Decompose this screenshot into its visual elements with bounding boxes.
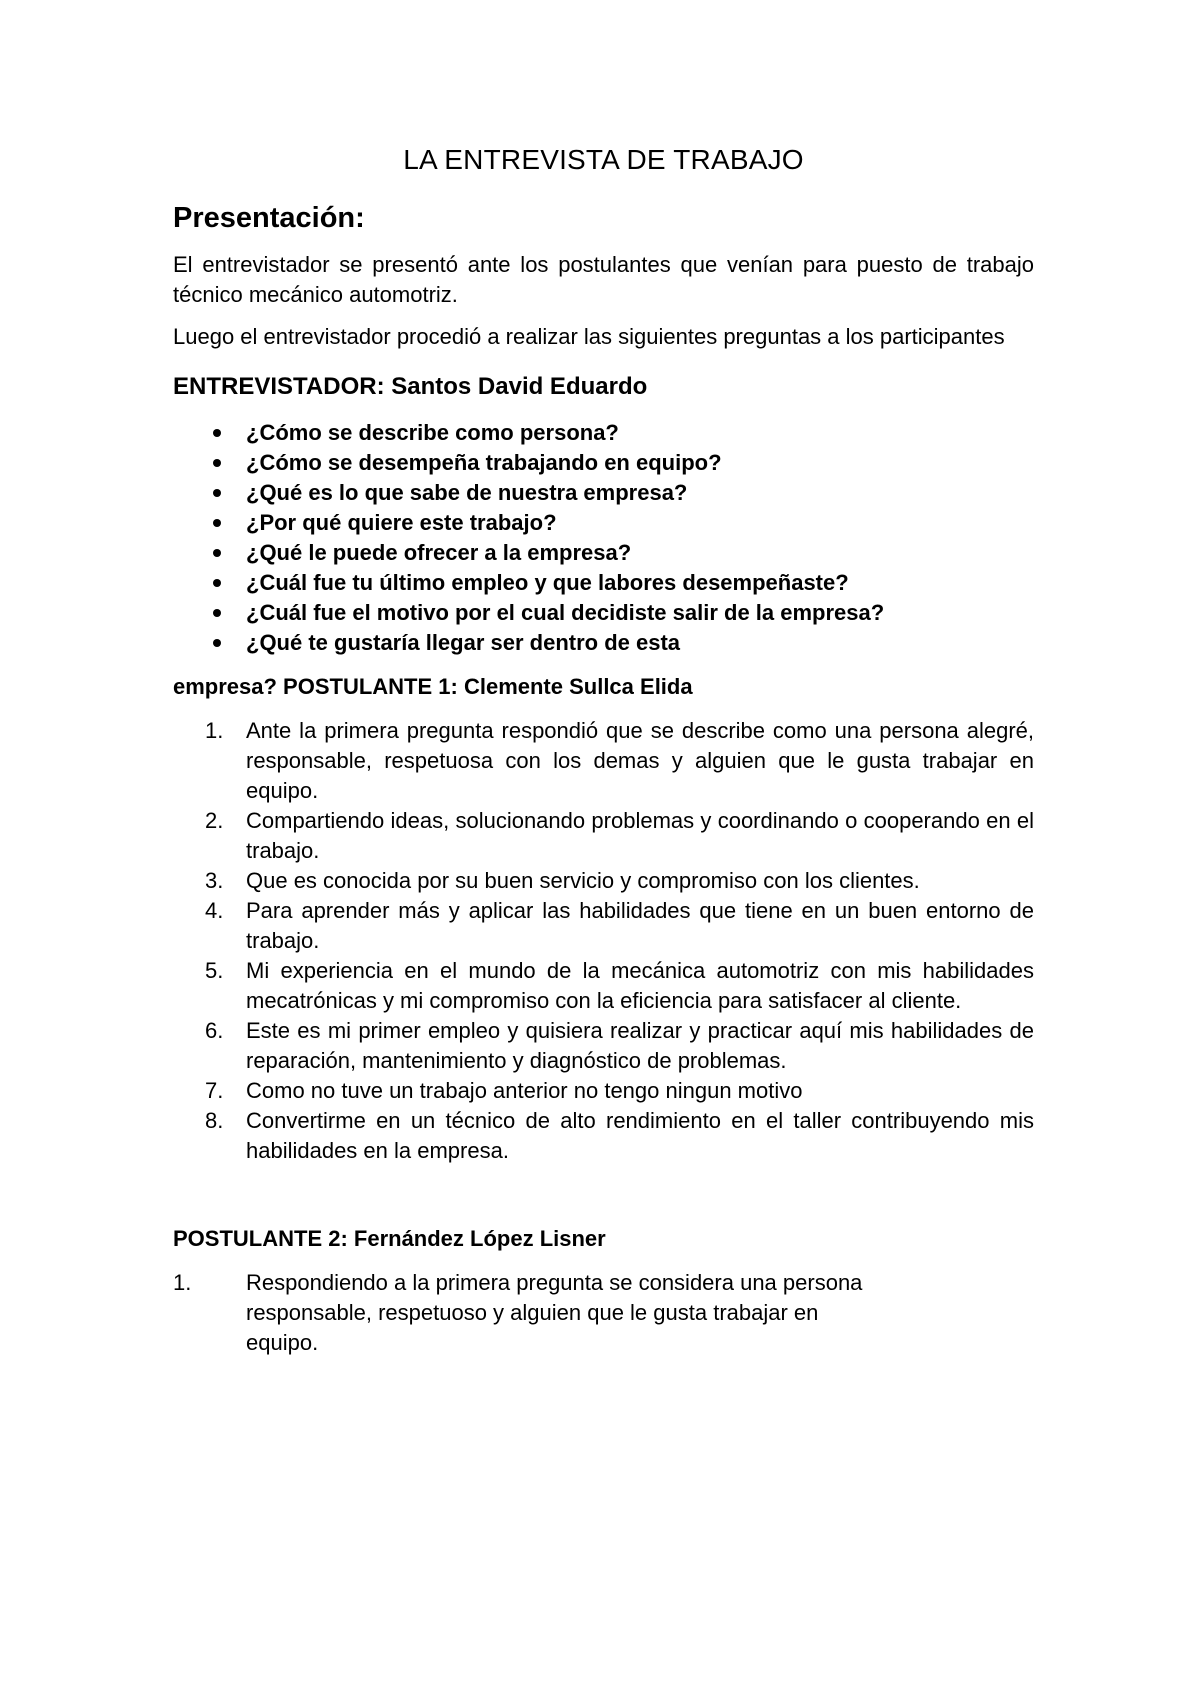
answer-item: [173, 896, 1034, 956]
answer-number: 2.: [205, 808, 224, 833]
question-text: ¿Cómo se desempeña trabajando en equipo?: [246, 450, 722, 475]
answer-text: Este es mi primer empleo y quisiera realizar y practicar aquí mis habilidades de reparación, mantenimiento y diagnóstico de problemas.: [246, 1018, 1034, 1073]
answer-text: Ante la primera pregunta respondió que se describe como una persona alegré, responsable, respetuosa con los demas y alguien que le gusta trabajar en equipo.: [246, 718, 1034, 803]
answer-text: Como no tuve un trabajo anterior no tengo ningun motivo: [246, 1078, 803, 1103]
document-title: LA ENTREVISTA DE TRABAJO: [403, 144, 804, 175]
bullet-icon: [213, 609, 221, 617]
answer-number: 1.: [205, 718, 224, 743]
applicant-2-heading: POSTULANTE 2: Fernández López Lisner: [173, 1226, 606, 1251]
question-item: [173, 598, 1034, 628]
question-item: [173, 478, 1034, 508]
answer-text: Mi experiencia en el mundo de la mecánica automotriz con mis habilidades mecatrónicas y mi compromiso con la eficiencia para satisfacer al cliente.: [246, 958, 1034, 1013]
answer-number: 5.: [205, 958, 224, 983]
answer-number: 6.: [205, 1018, 224, 1043]
answer-text: Para aprender más y aplicar las habilidades que tiene en un buen entorno de trabajo.: [246, 898, 1034, 953]
answer-text: Convertirme en un técnico de alto rendimiento en el taller contribuyendo mis habilidades en la empresa.: [246, 1108, 1034, 1163]
answer-item: [173, 716, 1034, 806]
question-list: [173, 418, 1034, 658]
question-item: [173, 568, 1034, 598]
question-item: [173, 508, 1034, 538]
question-item: [173, 538, 1034, 568]
bullet-icon: [213, 489, 221, 497]
question-text: ¿Qué es lo que sabe de nuestra empresa?: [246, 480, 688, 505]
answer-text: Compartiendo ideas, solucionando problemas y coordinando o cooperando en el trabajo.: [246, 808, 1034, 863]
presentation-paragraph: El entrevistador se presentó ante los postulantes que venían para puesto de trabajo técnico mecánico automotriz.: [173, 252, 1034, 307]
presentation-paragraph: Luego el entrevistador procedió a realizar las siguientes preguntas a los participantes: [173, 324, 1005, 349]
bullet-icon: [213, 549, 221, 557]
question-text: ¿Qué te gustaría llegar ser dentro de esta: [246, 630, 681, 655]
question-item: [173, 628, 1034, 658]
question-text: ¿Cuál fue tu último empleo y que labores desempeñaste?: [246, 570, 849, 595]
answer-item: [173, 1106, 1034, 1166]
question-item: [173, 418, 1034, 448]
document-page: [173, 140, 1034, 1358]
applicant-1-heading: empresa? POSTULANTE 1: Clemente Sullca Elida: [173, 674, 693, 699]
answer-item: [173, 1076, 1034, 1106]
answer-text: Que es conocida por su buen servicio y compromiso con los clientes.: [246, 868, 920, 893]
bullet-icon: [213, 639, 221, 647]
question-text: ¿Qué le puede ofrecer a la empresa?: [246, 540, 632, 565]
bullet-icon: [213, 579, 221, 587]
question-text: ¿Por qué quiere este trabajo?: [246, 510, 557, 535]
applicant-2-answers: [173, 1268, 1034, 1358]
answer-number: 7.: [205, 1078, 224, 1103]
answer-item: [173, 806, 1034, 866]
question-text: ¿Cuál fue el motivo por el cual decidiste salir de la empresa?: [246, 600, 885, 625]
bullet-icon: [213, 459, 221, 467]
bullet-icon: [213, 519, 221, 527]
question-item: [173, 448, 1034, 478]
answer-item: [173, 866, 1034, 896]
question-text: ¿Cómo se describe como persona?: [246, 420, 619, 445]
bullet-icon: [213, 429, 221, 437]
answer-number: 1.: [173, 1270, 192, 1295]
answer-text: Respondiendo a la primera pregunta se considera una persona responsable, respetuoso y alguien que le gusta trabajar en equipo.: [246, 1270, 863, 1355]
answer-item: [173, 956, 1034, 1016]
interviewer-heading: ENTREVISTADOR: Santos David Eduardo: [173, 373, 648, 400]
answer-item: [173, 1016, 1034, 1076]
answer-number: 8.: [205, 1108, 224, 1133]
applicant-1-answers: [173, 716, 1034, 1166]
answer-number: 4.: [205, 898, 224, 923]
presentation-heading: Presentación:: [173, 202, 365, 234]
answer-item: [173, 1268, 1034, 1358]
answer-number: 3.: [205, 868, 224, 893]
